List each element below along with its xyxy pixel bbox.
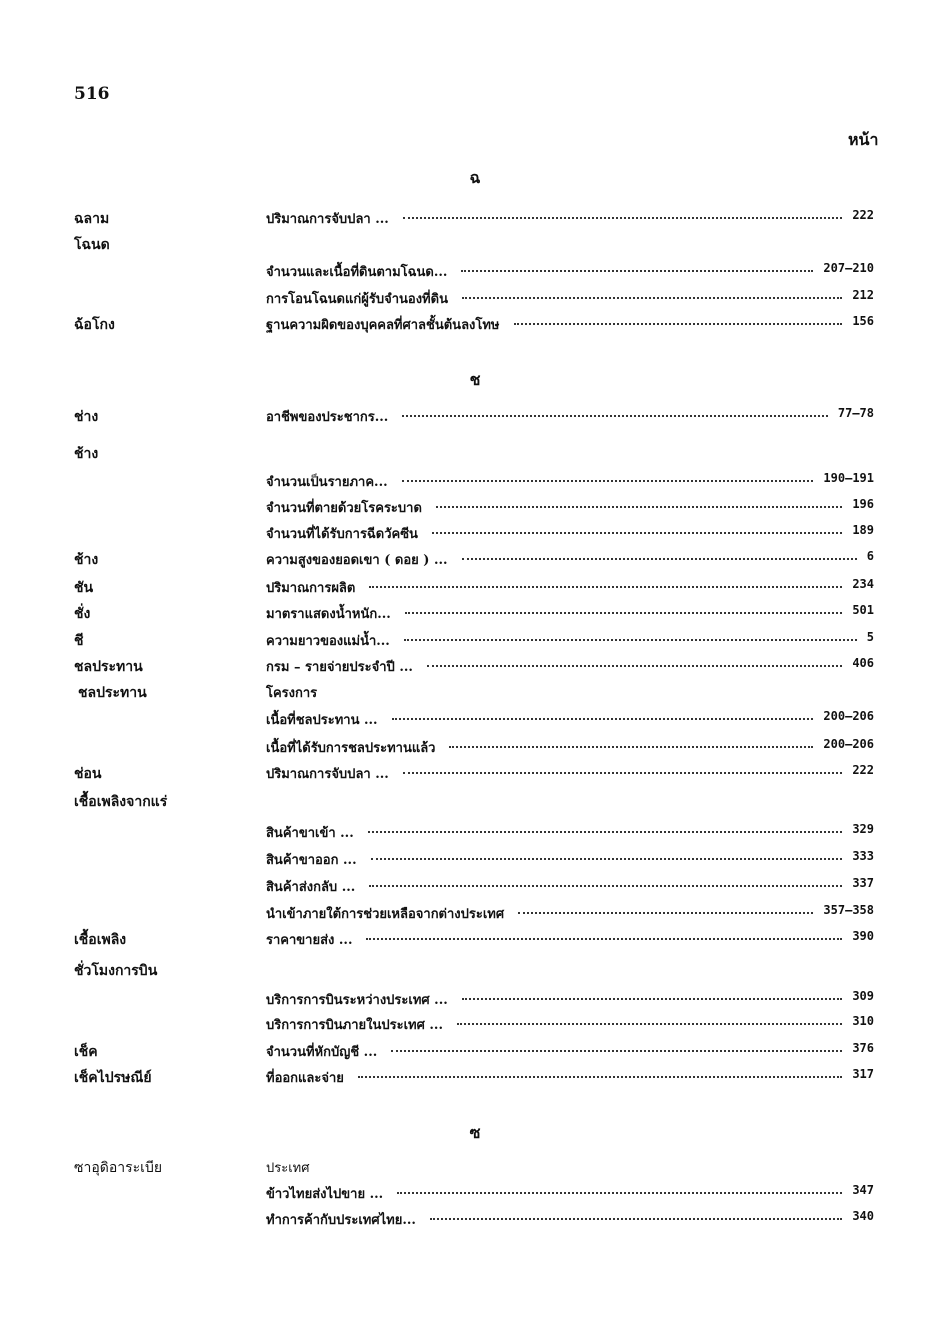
index-subentry: ที่ออกและจ่าย [266,1071,344,1086]
index-entry [0,1041,950,1063]
index-entry [0,876,950,898]
index-term: ช้าง [74,552,99,568]
dot-leader [436,502,842,508]
index-page-ref: 222 [852,208,874,222]
index-subentry: ข้าวไทยส่งไปขาย ... [266,1187,384,1202]
index-term: โฉนด [74,237,110,253]
index-page-ref: 329 [852,822,874,836]
page-column-header: หน้า [848,130,879,149]
index-subentry: ราคาขายส่ง ... [266,933,353,948]
index-page-ref: 357—358 [823,903,874,917]
page-number: 516 [74,84,110,104]
dot-leader [457,1019,842,1025]
index-subentry: อาชีพของประชากร... [266,410,389,425]
dot-leader [402,411,828,417]
index-subentry: จำนวนที่หักบัญชี ... [266,1045,378,1060]
index-term: ช้าง [74,446,99,462]
dot-leader [514,319,842,325]
dot-leader [392,714,813,720]
index-entry [0,929,950,951]
index-page-ref: 6 [866,549,874,563]
index-entry [0,709,950,731]
dot-leader [369,881,842,887]
index-page-ref: 200—206 [823,737,874,751]
index-entry [0,471,950,493]
index-subentry: โครงการ [266,686,318,701]
dot-leader [405,608,842,614]
index-subentry: ความสูงของยอดเขา ( ดอย ) ... [266,553,448,568]
index-subentry: ปริมาณการจับปลา ... [266,212,389,227]
index-entry [0,737,950,759]
index-entry [0,989,950,1011]
index-entry [0,849,950,871]
index-term: ชั่ง [74,606,91,622]
dot-leader [462,293,842,299]
index-subentry: ทำการค้ากับประเทศไทย... [266,1213,416,1228]
dot-leader [427,661,842,667]
index-entry [0,656,950,678]
index-term: ชี [74,633,84,649]
dot-leader [461,266,813,272]
index-subentry: ปริมาณการผลิต [266,581,356,596]
index-entry [0,577,950,599]
index-term: ช่อน [74,766,102,782]
index-term: ชั่วโมงการบิน [74,963,158,979]
index-page-ref: 196 [852,497,874,511]
index-page-ref: 309 [852,989,874,1003]
index-entry [0,523,950,545]
index-term: ช่าง [74,409,99,425]
dot-leader [403,213,842,219]
dot-leader [371,854,842,860]
dot-leader [391,1046,842,1052]
index-page-ref: 200—206 [823,709,874,723]
index-entry [0,763,950,785]
index-subentry: บริการการบินภายในประเทศ ... [266,1018,443,1033]
index-term: ฉลาม [74,211,110,227]
section-letter: ฉ [469,168,481,187]
dot-leader [462,994,842,1000]
index-subentry: จำนวนเป็นรายภาค... [266,475,388,490]
index-subentry: ความยาวของแม่น้ำ... [266,634,390,649]
index-page-ref: 337 [852,876,874,890]
index-entry [0,208,950,230]
index-page-ref: 333 [852,849,874,863]
index-subentry: บริการการบินระหว่างประเทศ ... [266,993,448,1008]
index-term: ชลประทาน [78,685,147,701]
index-term: เช็คไปรษณีย์ [74,1070,152,1086]
index-entry [0,903,950,925]
index-entry [0,1157,950,1179]
dot-leader [518,908,813,914]
index-page-ref: 207—210 [823,261,874,275]
index-entry [0,1209,950,1231]
dot-leader [462,554,857,560]
dot-leader [404,635,857,641]
index-subentry: ฐานความผิดของบุคคลที่ศาลชั้นต้นลงโทษ [266,318,500,333]
index-page-ref: 222 [852,763,874,777]
index-subentry: เนื้อที่ชลประทาน ... [266,713,378,728]
index-entry [0,1183,950,1205]
index-term: ชลประทาน [74,659,143,675]
index-subentry: สินค้าขาออก ... [266,853,357,868]
dot-leader [430,1214,842,1220]
dot-leader [397,1188,842,1194]
index-entry [0,1014,950,1036]
dot-leader [368,827,842,833]
index-page-ref: 77—78 [837,406,874,420]
index-page-ref: 234 [852,577,874,591]
index-entry [0,822,950,844]
index-subentry: กรม – รายจ่ายประจำปี ... [266,660,413,675]
index-term: ชัน [74,580,94,596]
index-subentry: นำเข้าภายใต้การช่วยเหลือจากต่างประเทศ [266,907,505,922]
index-entry [0,443,950,465]
index-page-ref: 317 [852,1067,874,1081]
index-subentry: เนื้อที่ได้รับการชลประทานแล้ว [266,741,436,756]
index-page-ref: 376 [852,1041,874,1055]
index-subentry: สินค้าขาเข้า ... [266,826,354,841]
dot-leader [369,582,842,588]
index-page-ref: 310 [852,1014,874,1028]
dot-leader [366,934,842,940]
index-term: ซาอุดิอาระเบีย [74,1160,163,1176]
index-subentry: จำนวนที่ได้รับการฉีดวัคซีน [266,527,418,542]
index-entry [0,960,950,982]
index-entry [0,261,950,283]
index-page-ref: 190—191 [823,471,874,485]
dot-leader [432,528,842,534]
index-page-ref: 189 [852,523,874,537]
index-subentry: จำนวนที่ตายด้วยโรคระบาด [266,501,422,516]
index-page-ref: 347 [852,1183,874,1197]
dot-leader [403,768,842,774]
index-page-ref: 501 [852,603,874,617]
index-page-ref: 5 [866,630,874,644]
section-letter: ซ [469,1123,481,1142]
index-subentry: ประเทศ [266,1161,310,1176]
index-entry [0,288,950,310]
index-entry [0,497,950,519]
index-page-ref: 212 [852,288,874,302]
index-subentry: สินค้าส่งกลับ ... [266,880,356,895]
index-subentry: จำนวนและเนื้อที่ดินตามโฉนด... [266,265,448,280]
index-entry [0,630,950,652]
index-page-ref: 340 [852,1209,874,1223]
index-subentry: ปริมาณการจับปลา ... [266,767,389,782]
index-entry [0,314,950,336]
index-entry [0,234,950,256]
dot-leader [402,476,813,482]
index-term: เชื้อเพลิงจากแร่ [74,794,168,810]
index-entry [0,791,950,813]
dot-leader [358,1072,842,1078]
index-page-ref: 406 [852,656,874,670]
index-term: ฉ้อโกง [74,317,115,333]
dot-leader [449,742,813,748]
index-subentry: การโอนโฉนดแก่ผู้รับจำนองที่ดิน [266,292,448,307]
index-entry [0,603,950,625]
index-entry [0,406,950,428]
section-letter: ช [469,370,481,389]
index-page-ref: 156 [852,314,874,328]
index-entry [0,682,950,704]
index-subentry: มาตราแสดงน้ำหนัก... [266,607,391,622]
index-term: เช็ค [74,1044,98,1060]
index-entry [0,1067,950,1089]
index-page-ref: 390 [852,929,874,943]
index-entry [0,549,950,571]
index-term: เชื้อเพลิง [74,932,127,948]
